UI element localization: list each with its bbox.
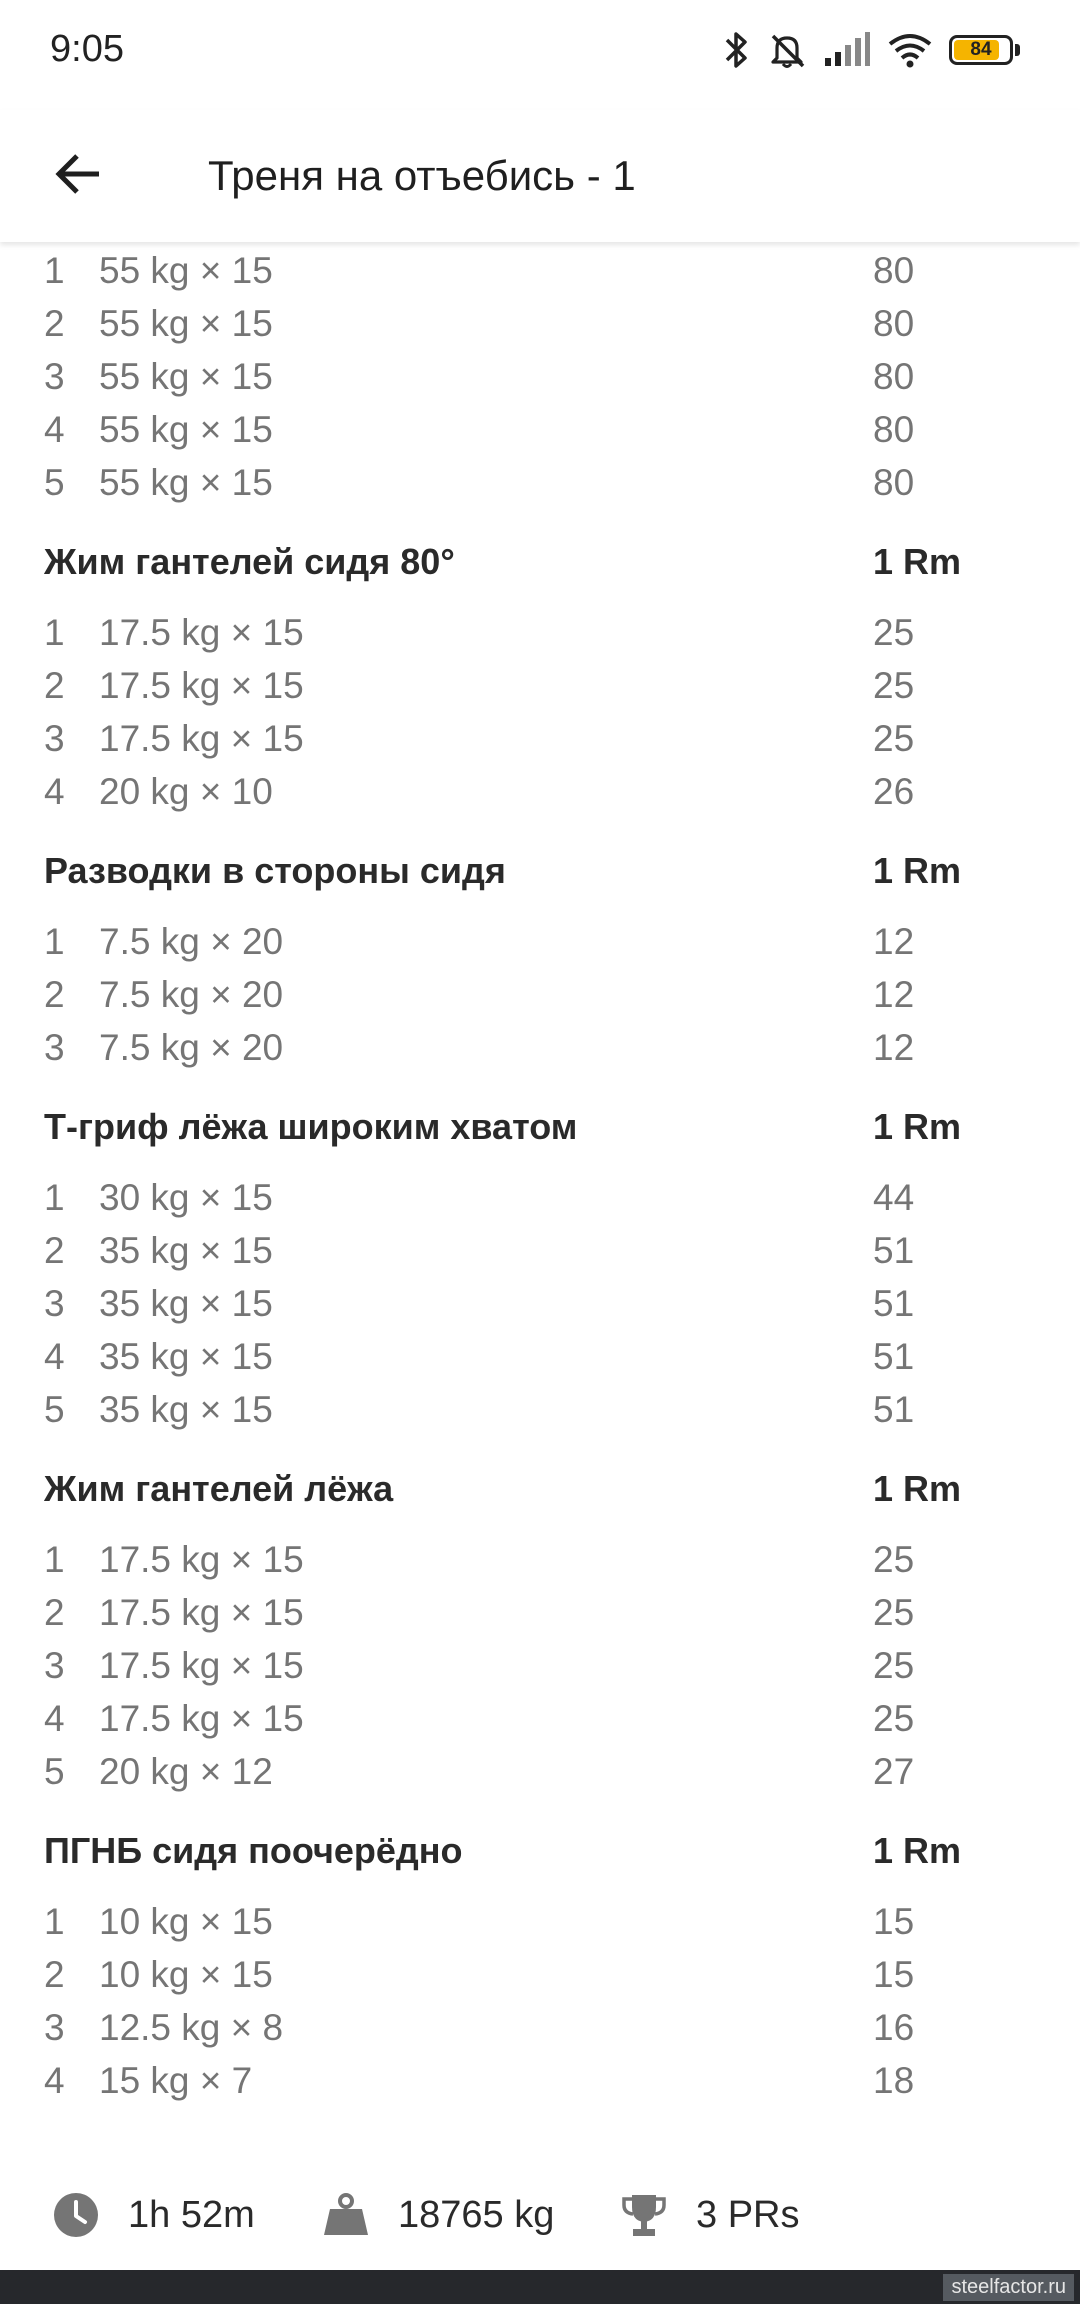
set-weight-reps: 35 kg × 15 <box>99 1283 273 1324</box>
set-row <box>0 242 1080 295</box>
set-number: 2 <box>44 303 65 344</box>
set-weight-reps: 35 kg × 15 <box>99 1389 273 1430</box>
set-one-rep-max: 80 <box>873 250 915 291</box>
exercise-name: Разводки в стороны сидя <box>44 850 506 891</box>
set-weight-reps: 35 kg × 15 <box>99 1230 273 1271</box>
set-number: 1 <box>44 612 65 653</box>
set-weight-reps: 30 kg × 15 <box>99 1177 273 1218</box>
set-number: 3 <box>44 1027 65 1068</box>
set-weight-reps: 20 kg × 12 <box>99 1751 273 1792</box>
summary-volume <box>322 2180 554 2250</box>
set-number: 3 <box>44 718 65 759</box>
set-weight-reps: 20 kg × 10 <box>99 771 273 812</box>
wifi-icon <box>887 32 933 68</box>
set-one-rep-max: 15 <box>873 1901 915 1942</box>
set-one-rep-max: 26 <box>873 771 915 812</box>
summary-prs-value: 3 PRs <box>696 2193 800 2236</box>
set-number: 5 <box>44 462 65 503</box>
set-number: 1 <box>44 921 65 962</box>
summary-prs <box>620 2180 799 2250</box>
set-row <box>0 1999 1080 2052</box>
set-one-rep-max: 27 <box>873 1751 915 1792</box>
set-number: 1 <box>44 1177 65 1218</box>
set-weight-reps: 17.5 kg × 15 <box>99 718 304 759</box>
set-number: 2 <box>44 665 65 706</box>
set-number: 3 <box>44 1645 65 1686</box>
trophy-icon <box>620 2191 668 2239</box>
set-one-rep-max: 12 <box>873 974 915 1015</box>
set-row <box>0 295 1080 348</box>
status-icons <box>723 30 1020 70</box>
arrow-back-icon <box>53 149 103 204</box>
set-number: 2 <box>44 1230 65 1271</box>
set-one-rep-max: 80 <box>873 356 915 397</box>
set-number: 4 <box>44 1336 65 1377</box>
set-weight-reps: 17.5 kg × 15 <box>99 612 304 653</box>
set-row <box>0 710 1080 763</box>
set-row <box>0 1893 1080 1946</box>
set-weight-reps: 17.5 kg × 15 <box>99 665 304 706</box>
set-one-rep-max: 80 <box>873 462 915 503</box>
set-one-rep-max: 80 <box>873 303 915 344</box>
set-weight-reps: 17.5 kg × 15 <box>99 1698 304 1739</box>
set-one-rep-max: 18 <box>873 2060 915 2101</box>
set-row <box>0 1275 1080 1328</box>
exercise-name: Жим гантелей лёжа <box>44 1468 394 1509</box>
set-number: 4 <box>44 2060 65 2101</box>
set-number: 1 <box>44 1539 65 1580</box>
set-row <box>0 913 1080 966</box>
exercise-column-label: 1 Rm <box>873 850 962 891</box>
set-one-rep-max: 25 <box>873 1592 915 1633</box>
battery-percent: 84 <box>970 39 992 60</box>
status-bar <box>0 0 1080 110</box>
set-number: 2 <box>44 974 65 1015</box>
workout-summary <box>0 2180 1080 2250</box>
set-number: 3 <box>44 2007 65 2048</box>
exercise-header[interactable] <box>0 1084 1080 1159</box>
set-row <box>0 401 1080 454</box>
exercise-column-label: 1 Rm <box>873 1468 962 1509</box>
exercise-header[interactable] <box>0 1808 1080 1883</box>
set-row <box>0 1222 1080 1275</box>
set-weight-reps: 55 kg × 15 <box>99 303 273 344</box>
set-one-rep-max: 51 <box>873 1230 915 1271</box>
set-weight-reps: 17.5 kg × 15 <box>99 1539 304 1580</box>
set-row <box>0 966 1080 1019</box>
muted-bell-icon <box>767 30 807 70</box>
set-number: 2 <box>44 1592 65 1633</box>
set-number: 2 <box>44 1954 65 1995</box>
weight-icon <box>322 2191 370 2239</box>
set-row <box>0 1584 1080 1637</box>
exercise-name: ПГНБ сидя поочерёдно <box>44 1830 463 1871</box>
exercise-header[interactable] <box>0 1446 1080 1521</box>
set-weight-reps: 17.5 kg × 15 <box>99 1645 304 1686</box>
summary-duration <box>52 2180 255 2250</box>
exercise-header[interactable] <box>0 519 1080 594</box>
clock-icon <box>52 2191 100 2239</box>
set-row <box>0 1690 1080 1743</box>
set-one-rep-max: 25 <box>873 1645 915 1686</box>
set-weight-reps: 10 kg × 15 <box>99 1901 273 1942</box>
set-weight-reps: 17.5 kg × 15 <box>99 1592 304 1633</box>
set-number: 4 <box>44 771 65 812</box>
set-one-rep-max: 25 <box>873 612 915 653</box>
set-weight-reps: 55 kg × 15 <box>99 409 273 450</box>
signal-icon <box>823 32 871 68</box>
page-title: Треня на отъебись - 1 <box>208 152 636 199</box>
set-weight-reps: 15 kg × 7 <box>99 2060 253 2101</box>
set-number: 3 <box>44 356 65 397</box>
exercise-column-label: 1 Rm <box>873 541 962 582</box>
exercise-name: Жим гантелей сидя 80° <box>44 541 455 582</box>
set-row <box>0 604 1080 657</box>
set-row <box>0 1169 1080 1222</box>
set-weight-reps: 12.5 kg × 8 <box>99 2007 284 2048</box>
battery-tip <box>1015 44 1020 56</box>
exercise-name: Т-гриф лёжа широким хватом <box>44 1106 578 1147</box>
set-one-rep-max: 44 <box>873 1177 915 1218</box>
set-row <box>0 1019 1080 1072</box>
set-weight-reps: 10 kg × 15 <box>99 1954 273 1995</box>
set-row <box>0 1946 1080 1999</box>
set-one-rep-max: 25 <box>873 1539 915 1580</box>
exercise-header[interactable] <box>0 828 1080 903</box>
set-number: 4 <box>44 1698 65 1739</box>
set-number: 1 <box>44 1901 65 1942</box>
set-weight-reps: 7.5 kg × 20 <box>99 921 284 962</box>
set-one-rep-max: 12 <box>873 921 915 962</box>
set-one-rep-max: 80 <box>873 409 915 450</box>
set-number: 5 <box>44 1751 65 1792</box>
set-row <box>0 1381 1080 1434</box>
set-number: 4 <box>44 409 65 450</box>
exercise-column-label: 1 Rm <box>873 1830 962 1871</box>
exercise-column-label: 1 Rm <box>873 1106 962 1147</box>
bottom-bar <box>0 2270 1080 2304</box>
set-row <box>0 657 1080 710</box>
set-number: 3 <box>44 1283 65 1324</box>
set-weight-reps: 55 kg × 15 <box>99 356 273 397</box>
summary-volume-value: 18765 kg <box>398 2193 555 2236</box>
summary-duration-value: 1h 52m <box>128 2193 255 2236</box>
set-one-rep-max: 51 <box>873 1336 915 1377</box>
set-one-rep-max: 16 <box>873 2007 915 2048</box>
set-row <box>0 1637 1080 1690</box>
set-row <box>0 763 1080 816</box>
watermark: steelfactor.ru <box>943 2274 1074 2301</box>
set-one-rep-max: 51 <box>873 1283 915 1324</box>
set-row <box>0 348 1080 401</box>
workout-details-list[interactable] <box>0 242 1080 2105</box>
set-row <box>0 2052 1080 2105</box>
set-one-rep-max: 15 <box>873 1954 915 1995</box>
set-one-rep-max: 25 <box>873 665 915 706</box>
back-button[interactable] <box>40 138 116 214</box>
set-weight-reps: 55 kg × 15 <box>99 462 273 503</box>
set-weight-reps: 7.5 kg × 20 <box>99 1027 284 1068</box>
set-weight-reps: 55 kg × 15 <box>99 250 273 291</box>
set-one-rep-max: 25 <box>873 1698 915 1739</box>
app-bar <box>0 110 1080 242</box>
set-number: 5 <box>44 1389 65 1430</box>
set-weight-reps: 35 kg × 15 <box>99 1336 273 1377</box>
status-time: 9:05 <box>50 28 124 70</box>
set-row <box>0 1328 1080 1381</box>
set-number: 1 <box>44 250 65 291</box>
set-one-rep-max: 25 <box>873 718 915 759</box>
bluetooth-icon <box>723 30 751 70</box>
set-one-rep-max: 51 <box>873 1389 915 1430</box>
set-row <box>0 454 1080 507</box>
battery-icon <box>949 35 1013 65</box>
set-row <box>0 1743 1080 1796</box>
set-row <box>0 1531 1080 1584</box>
set-one-rep-max: 12 <box>873 1027 915 1068</box>
set-weight-reps: 7.5 kg × 20 <box>99 974 284 1015</box>
